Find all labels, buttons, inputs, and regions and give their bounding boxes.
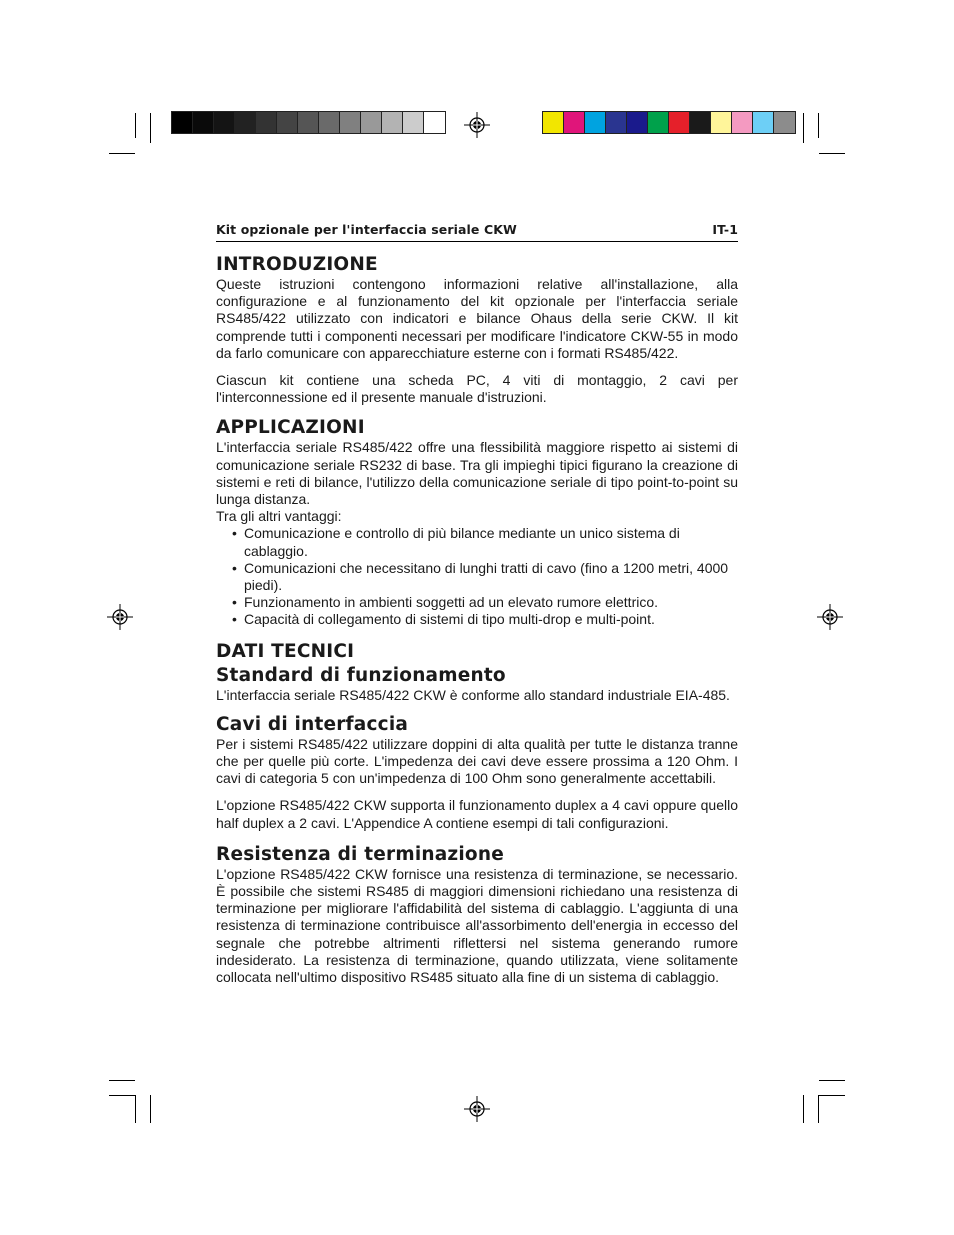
cables-paragraph-2: L'opzione RS485/422 CKW supporta il funzionamento duplex a 4 cavi oppure quello half duplex a 2 cavi. L'Appendice A contiene esempi di tali configurazioni. bbox=[216, 797, 738, 831]
cables-paragraph-1: Per i sistemi RS485/422 utilizzare doppini di alta qualità per tutte le distanza tranne che per quelle più corte. L'impedenza dei cavi deve essere prossima a 120 Ohm. I cavi di categoria 5 con un'impedenza di 100 Ohm sono generalmente accettabili. bbox=[216, 735, 738, 787]
color-swatch bbox=[193, 112, 214, 133]
registration-mark-icon bbox=[464, 112, 490, 138]
document-page bbox=[216, 222, 738, 986]
color-swatch bbox=[774, 112, 795, 133]
subsection-heading-resistenza: Resistenza di terminazione bbox=[216, 843, 504, 865]
intro-paragraph-1: Queste istruzioni contengono informazioni relative all'installazione, alla configurazione e al funzionamento del kit opzionale per l'interfaccia seriale RS485/422 utilizzato con indicatori e bilance Ohaus della serie CKW. Il kit comprende tutti i componenti necessari per modificare l'indicatore CKW-55 in modo da farlo comunicare con apparecchiature esterne con i formati RS485/422. bbox=[216, 276, 738, 361]
color-swatch bbox=[298, 112, 319, 133]
applications-paragraph-2: Tra gli altri vantaggi: bbox=[216, 508, 342, 525]
color-swatch bbox=[669, 112, 690, 133]
color-swatch bbox=[382, 112, 403, 133]
color-swatch bbox=[564, 112, 585, 133]
color-swatch bbox=[585, 112, 606, 133]
color-swatch bbox=[753, 112, 774, 133]
crop-mark bbox=[150, 1095, 151, 1123]
crop-mark bbox=[150, 113, 151, 143]
crop-mark bbox=[109, 153, 135, 154]
crop-mark bbox=[803, 113, 804, 143]
crop-mark bbox=[135, 113, 136, 138]
section-heading-dati-tecnici: DATI TECNICI bbox=[216, 640, 355, 662]
subsection-heading-cavi: Cavi di interfaccia bbox=[216, 713, 409, 735]
standard-paragraph: L'interfaccia seriale RS485/422 CKW è conforme allo standard industriale EIA-485. bbox=[216, 686, 730, 703]
list-item: • Comunicazione e controllo di più bilance mediante un unico sistema di cablaggio. bbox=[244, 525, 738, 559]
color-swatch bbox=[256, 112, 277, 133]
list-item: • Comunicazioni che necessitano di lunghi tratti di cavo (fino a 1200 metri, 4000 piedi). bbox=[244, 560, 738, 594]
color-swatch bbox=[543, 112, 564, 133]
list-item: • Funzionamento in ambienti soggetti ad un elevato rumore elettrico. bbox=[244, 594, 738, 611]
termination-paragraph: L'opzione RS485/422 CKW fornisce una resistenza di terminazione, se necessario. È possibile che sistemi RS485 di maggiori dimensioni richiedano una resistenza di terminazione per migliorare l'affidabilità del sistema di cablaggio. L'aggiunta di una resistenza di terminazione contribuisce all'assorbimento dell'energia in eccesso del segnale che potrebbe altrimenti riflettersi nel sistema generando rumore indesiderato. La resistenza di terminazione, quando utilizzata, viene solitamente collocata nell'ultimo dispositivo RS485 situato alla fine di un sistema di cablaggio. bbox=[216, 865, 738, 986]
color-swatch bbox=[235, 112, 256, 133]
registration-mark-icon bbox=[817, 604, 843, 630]
crop-mark bbox=[109, 1095, 135, 1096]
crop-mark bbox=[819, 1095, 845, 1096]
crop-mark bbox=[109, 1080, 135, 1081]
process-color-bar bbox=[542, 111, 796, 134]
advantages-list bbox=[216, 525, 738, 628]
page-number: IT-1 bbox=[712, 222, 738, 237]
color-swatch bbox=[627, 112, 648, 133]
color-swatch bbox=[606, 112, 627, 133]
crop-mark bbox=[818, 113, 819, 138]
color-swatch bbox=[711, 112, 732, 133]
registration-mark-icon bbox=[107, 604, 133, 630]
crop-mark bbox=[135, 1095, 136, 1123]
intro-paragraph-2: Ciascun kit contiene una scheda PC, 4 viti di montaggio, 2 cavi per l'interconnessione ed il presente manuale d'istruzioni. bbox=[216, 372, 738, 406]
color-swatch bbox=[172, 112, 193, 133]
color-swatch bbox=[732, 112, 753, 133]
crop-mark bbox=[819, 153, 845, 154]
grayscale-color-bar bbox=[171, 111, 446, 134]
color-swatch bbox=[340, 112, 361, 133]
subsection-heading-standard: Standard di funzionamento bbox=[216, 664, 506, 686]
color-swatch bbox=[648, 112, 669, 133]
color-swatch bbox=[361, 112, 382, 133]
running-header bbox=[216, 222, 738, 242]
color-swatch bbox=[214, 112, 235, 133]
crop-mark bbox=[818, 1095, 819, 1123]
color-swatch bbox=[319, 112, 340, 133]
section-heading-applicazioni: APPLICAZIONI bbox=[216, 417, 365, 439]
list-item: • Capacità di collegamento di sistemi di tipo multi-drop e multi-point. bbox=[244, 611, 738, 628]
color-swatch bbox=[690, 112, 711, 133]
color-swatch bbox=[277, 112, 298, 133]
applications-paragraph-1: L'interfaccia seriale RS485/422 offre una flessibilità maggiore rispetto ai sistemi di comunicazione seriale RS232 di base. Tra gli impieghi tipici figurano la creazione di sistemi e reti di bilance, l'utilizzo della comunicazione seriale di tipo point-to-point su lunga distanza. bbox=[216, 439, 738, 508]
color-swatch bbox=[403, 112, 424, 133]
color-swatch bbox=[424, 112, 445, 133]
header-title: Kit opzionale per l'interfaccia seriale CKW bbox=[216, 222, 517, 237]
crop-mark bbox=[819, 1080, 845, 1081]
section-heading-introduzione: INTRODUZIONE bbox=[216, 254, 378, 275]
crop-mark bbox=[803, 1095, 804, 1123]
registration-mark-icon bbox=[464, 1096, 490, 1122]
